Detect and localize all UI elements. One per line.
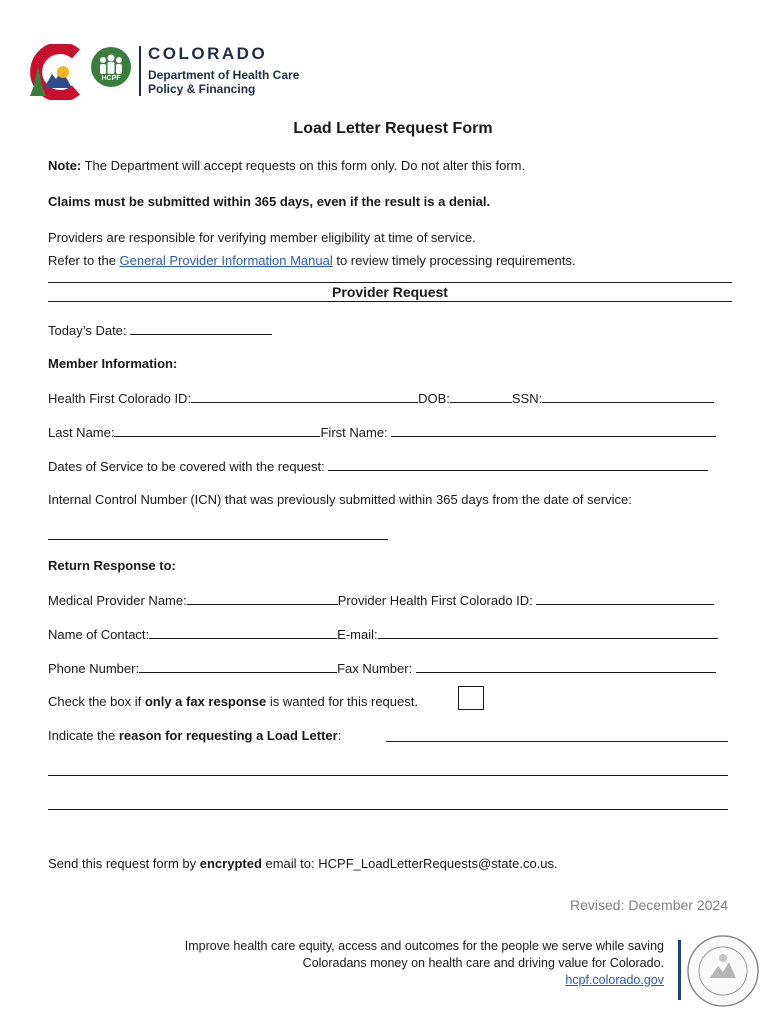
- logo-divider: [139, 46, 141, 96]
- reason-input-line3[interactable]: [48, 809, 728, 810]
- footer-link[interactable]: hcpf.colorado.gov: [565, 973, 664, 987]
- fax-only-checkbox[interactable]: [458, 686, 484, 710]
- last-name-input[interactable]: [114, 424, 320, 437]
- reason-post: :: [337, 728, 342, 743]
- note-line: [48, 158, 525, 174]
- send-instructions: [48, 856, 558, 872]
- dept-line2: Policy & Financing: [148, 82, 256, 96]
- section-rule-bottom: [48, 301, 732, 302]
- claims-notice: Claims must be submitted within 365 days, even if the result is a denial.: [48, 194, 491, 209]
- hfc-id-label: Health First Colorado ID:: [48, 391, 192, 406]
- fax-input[interactable]: [416, 660, 716, 673]
- dob-label: DOB:: [418, 391, 450, 406]
- member-info-heading: Member Information:: [48, 356, 178, 371]
- colorado-c-logo: [26, 44, 88, 100]
- footer-mission-line1: Improve health care equity, access and outcomes for the people we serve while saving: [184, 939, 664, 953]
- footer-mission-line2: Coloradans money on health care and driving value for Colorado.: [302, 956, 664, 970]
- section-rule-top: [48, 282, 732, 283]
- note-label: Note:: [48, 158, 82, 173]
- provider-hfc-id-input[interactable]: [536, 592, 714, 605]
- hcpf-badge-label: HCPF: [101, 75, 121, 82]
- dates-of-service-label: Dates of Service to be covered with the request:: [48, 459, 325, 474]
- reason-bold: reason for requesting a Load Letter: [118, 728, 338, 743]
- dates-of-service-input[interactable]: [328, 458, 708, 471]
- org-name: COLORADO: [148, 44, 268, 63]
- eligibility-text: Providers are responsible for verifying member eligibility at time of service.: [48, 230, 476, 245]
- fax-check-pre: Check the box if: [48, 694, 145, 709]
- todays-date-row: [48, 322, 272, 339]
- first-name-label: First Name:: [320, 425, 388, 440]
- contact-name-input[interactable]: [149, 626, 337, 639]
- phone-fax-row: [48, 660, 716, 677]
- ssn-label: SSN:: [511, 391, 543, 406]
- return-response-heading: Return Response to:: [48, 558, 176, 573]
- dob-input[interactable]: [450, 390, 512, 403]
- fax-check-bold: only a fax response: [144, 694, 267, 709]
- refer-post: to review timely processing requirements.: [332, 253, 576, 268]
- send-bold: encrypted: [199, 856, 262, 871]
- send-post: email to: HCPF_LoadLetterRequests@state.co.us.: [261, 856, 558, 871]
- section-title: Provider Request: [332, 284, 448, 300]
- reason-row: [48, 728, 341, 744]
- page-title: Load Letter Request Form: [293, 120, 493, 137]
- todays-date-input[interactable]: [130, 322, 272, 335]
- footer-divider: [678, 940, 681, 1000]
- revised-date: Revised: December 2024: [570, 897, 728, 913]
- icn-label: Internal Control Number (ICN) that was previously submitted within 365 days from the date of service:: [48, 492, 632, 507]
- refer-line: [48, 253, 575, 269]
- todays-date-label: Today’s Date:: [48, 323, 127, 338]
- dates-of-service-row: [48, 458, 708, 475]
- provider-name-input[interactable]: [187, 592, 338, 605]
- provider-hfc-id-label: Provider Health First Colorado ID:: [337, 593, 533, 608]
- state-seal-icon: [686, 934, 760, 1008]
- fax-label: Fax Number:: [337, 661, 413, 676]
- contact-name-label: Name of Contact:: [48, 627, 150, 642]
- member-id-row: [48, 390, 714, 407]
- provider-name-label: Medical Provider Name:: [48, 593, 187, 608]
- fax-check-post: is wanted for this request.: [266, 694, 418, 709]
- member-name-row: [48, 424, 716, 441]
- reason-input-line2[interactable]: [48, 775, 728, 776]
- provider-row: [48, 592, 714, 609]
- manual-link[interactable]: General Provider Information Manual: [119, 253, 333, 268]
- first-name-input[interactable]: [391, 424, 716, 437]
- reason-input-line1[interactable]: [386, 741, 728, 742]
- hfc-id-input[interactable]: [191, 390, 418, 403]
- email-input[interactable]: [378, 626, 718, 639]
- phone-label: Phone Number:: [48, 661, 140, 676]
- last-name-label: Last Name:: [48, 425, 115, 440]
- fax-only-row: [48, 694, 418, 710]
- reason-pre: Indicate the: [48, 728, 119, 743]
- phone-input[interactable]: [139, 660, 337, 673]
- send-pre: Send this request form by: [48, 856, 200, 871]
- ssn-input[interactable]: [542, 390, 714, 403]
- contact-row: [48, 626, 718, 643]
- icn-input[interactable]: [48, 539, 388, 540]
- note-text: The Department will accept requests on this form only. Do not alter this form.: [81, 158, 526, 173]
- refer-pre: Refer to the: [48, 253, 120, 268]
- email-label: E-mail:: [337, 627, 378, 642]
- dept-line1: Department of Health Care: [148, 68, 300, 82]
- hcpf-badge-icon: [90, 46, 132, 92]
